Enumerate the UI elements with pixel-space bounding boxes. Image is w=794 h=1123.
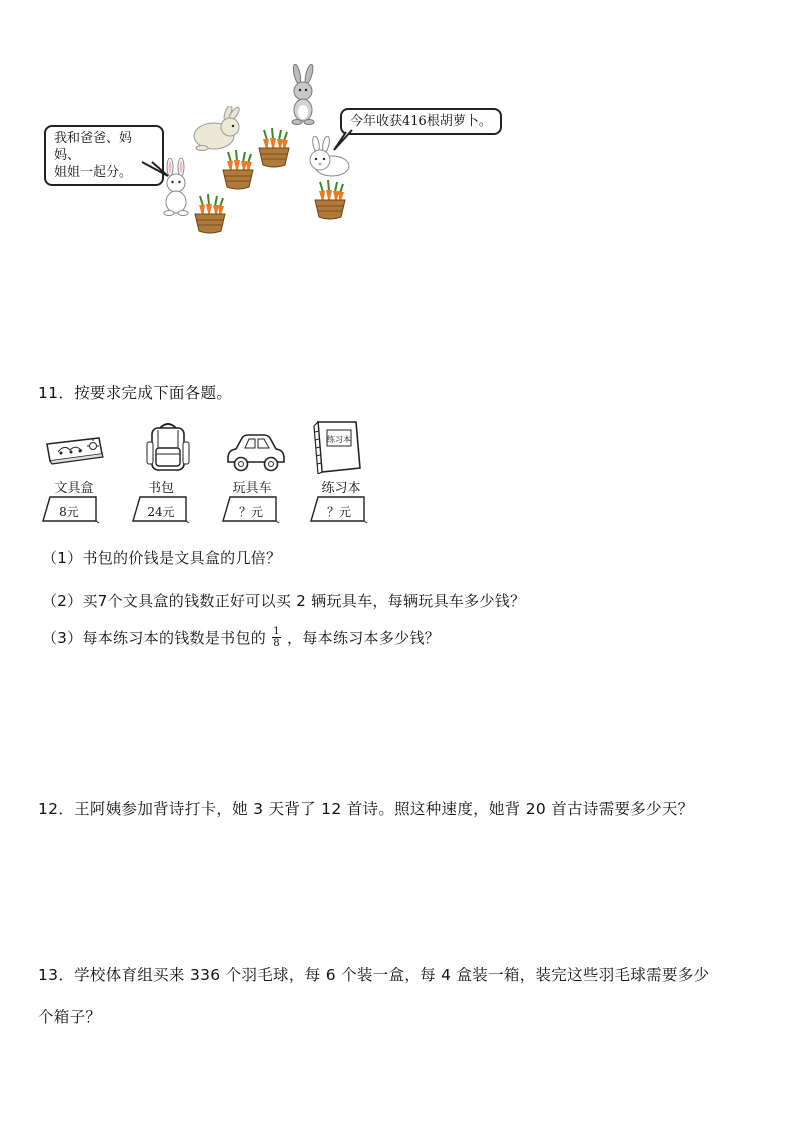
- bubble-right-text: 今年收获416根胡萝卜。: [350, 114, 492, 129]
- price-backpack: 24元: [147, 505, 175, 519]
- question-11-part-1: （1）书包的价钱是文具盒的几倍？: [42, 549, 282, 567]
- item-name-toy-car: 玩具车: [232, 481, 272, 496]
- pencil-case-icon: [44, 434, 106, 466]
- item-name-exercise-book: 练习本: [321, 481, 361, 496]
- question-11-title: 11．按要求完成下面各题。: [38, 384, 233, 402]
- exercise-book-cover-text: 练习本: [327, 435, 351, 444]
- question-11-part-3-text: （3）每本练习本的钱数是书包的: [42, 629, 267, 647]
- rabbit-icon: [158, 158, 194, 216]
- fraction-denominator: 8: [273, 638, 280, 649]
- bubble-left-line2: 姐姐一起分。: [54, 165, 133, 180]
- price-exercise-book: ？元: [326, 505, 351, 519]
- toy-car-icon: [224, 430, 288, 474]
- question-11-part-3-text-end: ，每本练习本多少钱？: [287, 629, 441, 647]
- carrot-basket-icon: [312, 180, 348, 220]
- exercise-book-icon: [310, 418, 364, 474]
- fraction-one-eighth: [272, 626, 281, 649]
- item-name-pencil-case: 文具盒: [54, 481, 94, 496]
- carrot-basket-icon: [256, 128, 292, 168]
- carrot-basket-icon: [192, 194, 228, 234]
- question-13-line-2: 个箱子？: [38, 1008, 102, 1026]
- rabbit-icon: [190, 106, 246, 152]
- price-pencil-case: 8元: [59, 505, 79, 519]
- speech-bubble-right: [340, 108, 502, 135]
- price-toy-car: ？元: [238, 505, 263, 519]
- question-13-line-1: 13．学校体育组买来 336 个羽毛球，每 6 个装一盒，每 4 盒装一箱，装完这些羽毛球需要多少: [38, 966, 710, 984]
- rabbit-icon: [286, 64, 320, 126]
- question-11-part-2: （2）买7个文具盒的钱数正好可以买 2 辆玩具车，每辆玩具车多少钱？: [42, 592, 526, 610]
- item-name-backpack: 书包: [147, 481, 174, 496]
- fraction-numerator: 1: [273, 626, 280, 637]
- backpack-icon: [144, 420, 192, 474]
- question-11-part-3: [42, 626, 440, 649]
- rabbit-icon: [302, 136, 352, 178]
- bubble-left-line1: 我和爸爸、妈妈、: [54, 131, 133, 163]
- carrot-basket-icon: [220, 150, 256, 190]
- question-12: 12．王阿姨参加背诗打卡，她 3 天背了 12 首诗。照这种速度，她背 20 首古诗需要多少天？: [38, 800, 694, 818]
